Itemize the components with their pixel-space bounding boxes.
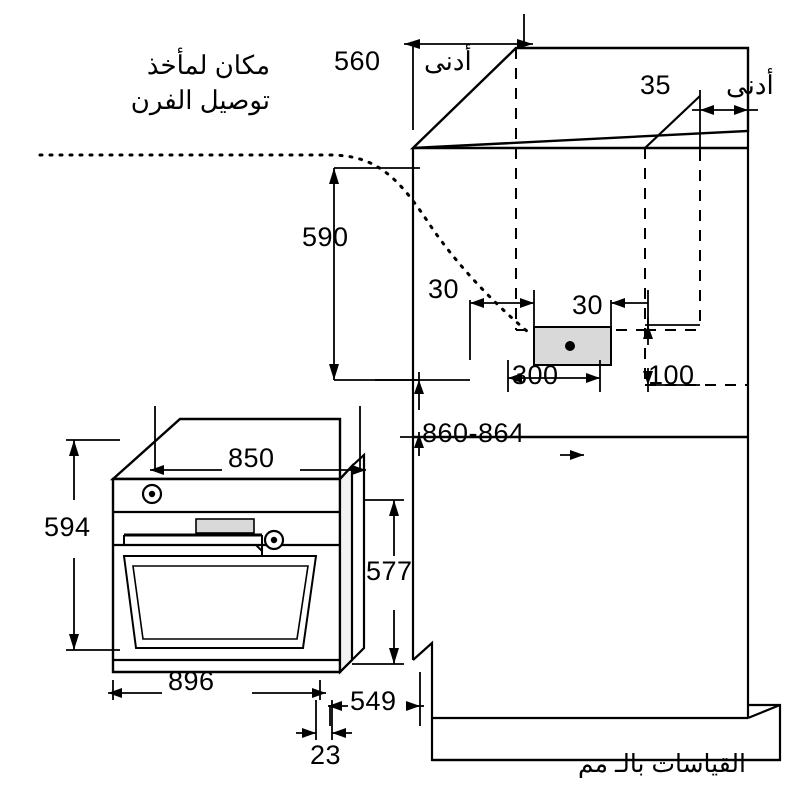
cable-route-dotted: [40, 155, 528, 332]
dim-594-label: 594: [44, 512, 91, 542]
dim-35-label: 35: [640, 70, 672, 100]
dim-100-label: 100: [648, 360, 695, 390]
dim-860-864-label: 860-864: [422, 418, 525, 448]
dim-590-label: 590: [302, 222, 349, 252]
dim-560-label: 560: [334, 46, 381, 76]
dim-23-label: 23: [310, 740, 342, 770]
dim-896-label: 896: [168, 666, 215, 696]
dim-850-label: 850: [228, 443, 275, 473]
socket-location-note-line2: توصيل الفرن: [130, 85, 270, 116]
dim-560-min-word: أدنى: [424, 46, 472, 76]
cabinet-outline: [413, 48, 780, 760]
socket-location-note: [55, 48, 270, 118]
dim-300-label: 300: [512, 360, 559, 390]
socket-location-note-line1: مكان لمأخذ: [146, 50, 270, 80]
dim-30-left-label: 30: [428, 274, 460, 304]
dim-35-min-word: أدنى: [726, 70, 774, 100]
dim-30-right-label: 30: [572, 290, 604, 320]
dim-577-label: 577: [366, 556, 413, 586]
footer-unit-note: القياسات بالـ مم: [578, 750, 746, 778]
dim-549-label: 549: [350, 686, 397, 716]
